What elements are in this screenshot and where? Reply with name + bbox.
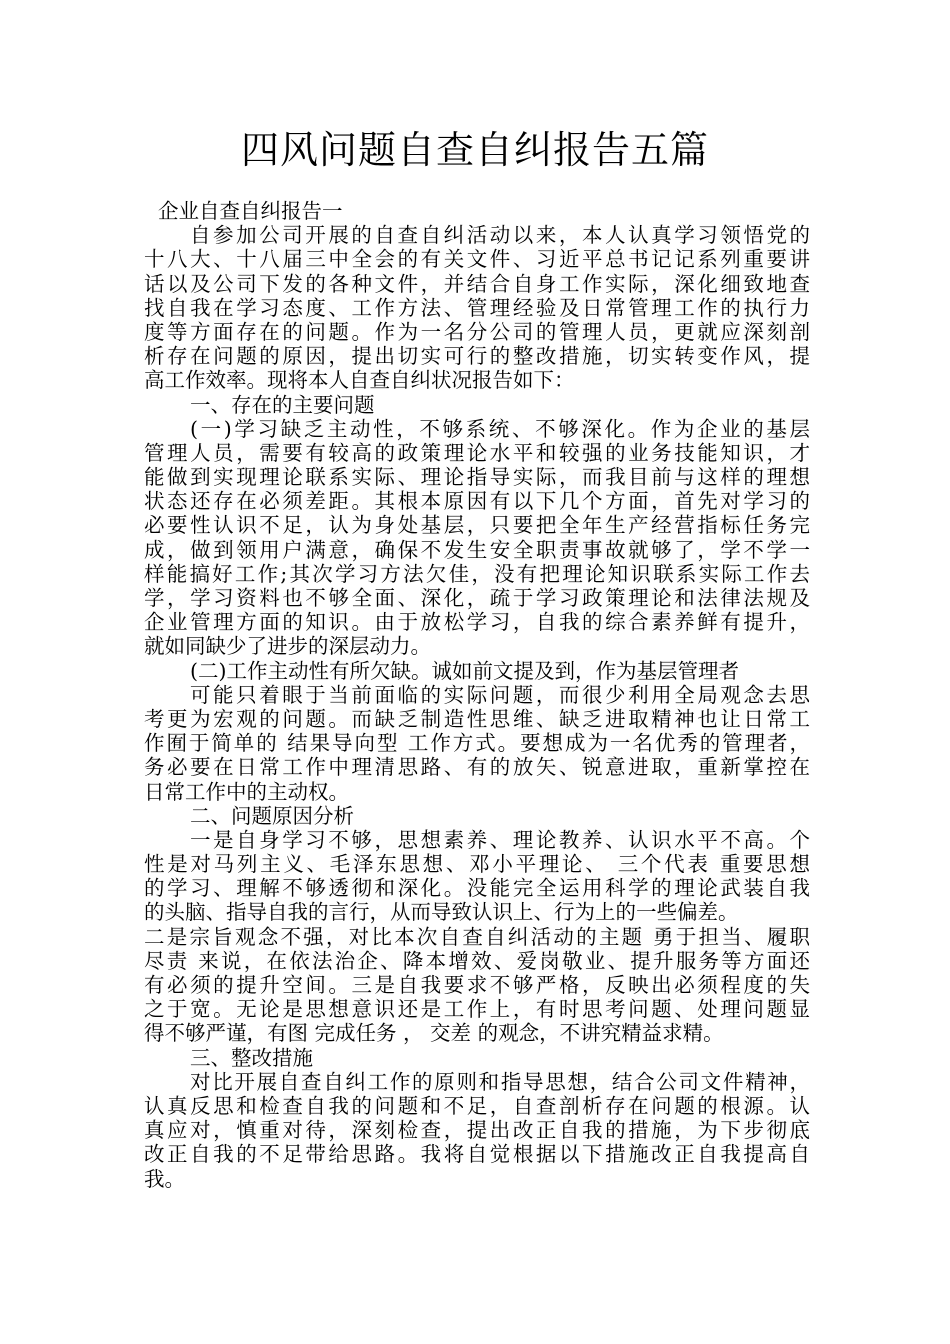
- text-line: 的学习、理解不够透彻和深化。没能完全运用科学的理论武装自我: [144, 876, 810, 901]
- text-line: 状态还存在必须差距。其根本原因有以下几个方面，首先对学习的: [144, 489, 810, 514]
- text-line: 二是宗旨观念不强，对比本次自查自纠活动的主题 勇于担当、履职: [144, 924, 810, 949]
- text-line: 二、问题原因分析: [190, 803, 354, 828]
- text-line: 真应对，慎重对待，深刻检查，提出改正自我的措施，为下步彻底: [144, 1118, 810, 1143]
- text-line: 一是自身学习不够，思想素养、理论教养、认识水平不高。个: [190, 827, 810, 852]
- text-line: 十八大、十八届三中全会的有关文件、习近平总书记记系列重要讲: [144, 247, 810, 272]
- text-line: 就如同缺少了进步的深层动力。: [144, 634, 431, 659]
- text-line: 必要性认识不足，认为身处基层，只要把全年生产经营指标任务完: [144, 513, 810, 538]
- text-line: 学，学习资料也不够全面、深化，疏于学习政策理论和法律法规及: [144, 586, 810, 610]
- text-line: 析存在问题的原因，提出切实可行的整改措施，切实转变作风，提: [144, 344, 810, 369]
- document-title: 四风问题自查自纠报告五篇: [240, 128, 709, 172]
- text-line: 找自我在学习态度、工作方法、管理经验及日常管理工作的执行力: [144, 295, 810, 320]
- text-line: 企业自查自纠报告一: [158, 199, 343, 223]
- text-line: (一)学习缺乏主动性，不够系统、不够深化。作为企业的基层: [190, 416, 810, 441]
- text-line: 我。: [144, 1166, 185, 1191]
- text-line: 高工作效率。现将本人自查自纠状况报告如下：: [144, 368, 575, 393]
- text-line: 的头脑、指导自我的言行，从而导致认识上、行为上的一些偏差。: [144, 900, 739, 925]
- text-line: 得不够严谨，有图 完成任务 ， 交差 的观念，不讲究精益求精。: [144, 1021, 724, 1046]
- text-line: 改正自我的不足带给思路。我将自觉根据以下措施改正自我提高自: [144, 1142, 810, 1167]
- document-body: [144, 199, 810, 1191]
- text-line: 样能搞好工作;其次学习方法欠佳，没有把理论知识联系实际工作去: [144, 561, 810, 586]
- text-line: 尽责 来说，在依法治企、降本增效、爱岗敬业、提升服务等方面还: [144, 948, 810, 973]
- text-line: 一、存在的主要问题: [190, 392, 375, 417]
- text-line: 三、整改措施: [190, 1045, 313, 1070]
- text-line: 日常工作中的主动权。: [144, 779, 349, 804]
- text-line: (二)工作主动性有所欠缺。诚如前文提及到，作为基层管理者: [190, 658, 739, 683]
- text-line: 能做到实现理论联系实际、理论指导实际，而我目前与这样的理想: [144, 465, 810, 490]
- text-line: 考更为宏观的问题。而缺乏制造性思维、缺乏进取精神也让日常工: [144, 706, 810, 731]
- text-line: 企业管理方面的知识。由于放松学习，自我的综合素养鲜有提升，: [144, 610, 810, 635]
- text-line: 认真反思和检查自我的问题和不足，自查剖析存在问题的根源。认: [144, 1093, 810, 1118]
- text-line: 可能只着眼于当前面临的实际问题，而很少利用全局观念去思: [190, 682, 810, 707]
- text-line: 作囿于简单的 结果导向型 工作方式。要想成为一名优秀的管理者，: [144, 731, 810, 756]
- text-line: 管理人员，需要有较高的政策理论水平和较强的业务技能知识，才: [144, 440, 810, 465]
- text-line: 之于宽。无论是思想意识还是工作上，有时思考问题、处理问题显: [144, 997, 810, 1022]
- text-line: 话以及公司下发的各种文件，并结合自身工作实际，深化细致地查: [144, 271, 810, 296]
- text-line: 务必要在日常工作中理清思路、有的放矢、锐意进取，重新掌控在: [144, 755, 810, 780]
- text-line: 成，做到领用户满意，确保不发生安全职责事故就够了，学不学一: [144, 537, 810, 562]
- text-line: 对比开展自查自纠工作的原则和指导思想，结合公司文件精神，: [190, 1069, 810, 1094]
- text-line: 性是对马列主义、毛泽东思想、邓小平理论、 三个代表 重要思想: [144, 852, 810, 877]
- text-line: 自参加公司开展的自查自纠活动以来，本人认真学习领悟党的: [190, 223, 810, 248]
- text-line: 度等方面存在的问题。作为一名分公司的管理人员，更就应深刻剖: [144, 319, 810, 344]
- text-line: 有必须的提升空间。三是自我要求不够严格，反映出必须程度的失: [144, 973, 810, 997]
